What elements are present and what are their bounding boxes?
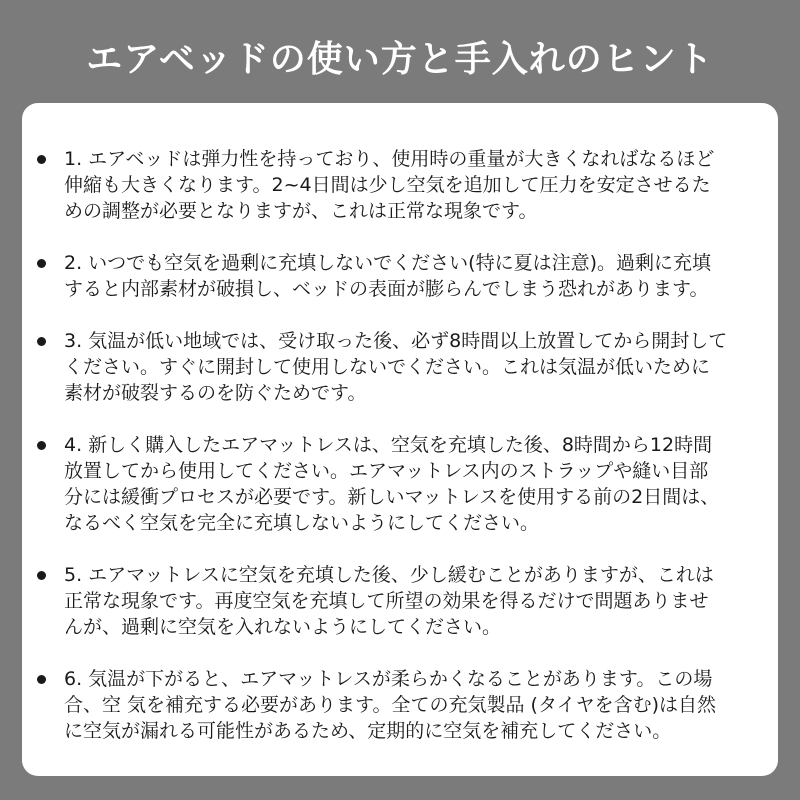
tip-item bbox=[22, 328, 778, 406]
tip-text-line: なるべく空気を完全に充填しないようにしてください。 bbox=[64, 512, 540, 534]
tip-text-line: 分には緩衝プロセスが必要です。新しいマットレスを使用する前の2日間は、 bbox=[64, 486, 720, 508]
tip-text-line: 正常な現象です。再度空気を充填して所望の効果を得るだけで問題ありませ bbox=[64, 590, 709, 612]
page-title: エアベッドの使い方と手入れのヒント bbox=[86, 39, 714, 80]
bullet-icon bbox=[37, 155, 46, 164]
bullet-icon bbox=[37, 675, 46, 684]
tip-text-line: 6. 気温が下がると、エアマットレスが柔らかくなることがあります。この場 bbox=[64, 668, 713, 690]
bullet-icon bbox=[37, 337, 46, 346]
tip-text-line: 放置してから使用してください。エアマットレス内のストラップや縫い目部 bbox=[64, 460, 709, 482]
tip-text-line: すると内部素材が破損し、ベッドの表面が膨らんでしまう恐れがあります。 bbox=[64, 278, 709, 300]
tip-text-line: に空気が漏れる可能性があるため、定期的に空気を補充してください。 bbox=[64, 720, 672, 742]
tip-text-line: んが、過剰に空気を入れないようにしてください。 bbox=[64, 616, 502, 638]
tip-text-line: 1. エアベッドは弾力性を持っており、使用時の重量が大きくなればなるほど bbox=[64, 148, 715, 170]
tip-text-line: ください。すぐに開封して使用しないでください。これは気温が低いために bbox=[64, 356, 711, 378]
tip-text-line: 合、空 気を補充する必要があります。全ての充気製品 (タイヤを含む)は自然 bbox=[64, 694, 717, 716]
tip-text-line: めの調整が必要となりますが、これは正常な現象です。 bbox=[64, 200, 538, 222]
tip-text-line: 2. いつでも空気を過剰に充填しないでください(特に夏は注意)。過剰に充填 bbox=[64, 252, 711, 274]
tips-card bbox=[22, 103, 778, 776]
tip-item bbox=[22, 666, 778, 744]
bullet-icon bbox=[37, 571, 46, 580]
tip-item bbox=[22, 146, 778, 224]
tip-item bbox=[22, 250, 778, 302]
tip-text-line: 3. 気温が低い地域では、受け取った後、必ず8時間以上放置してから開封して bbox=[64, 330, 728, 352]
tip-text-line: 5. エアマットレスに空気を充填した後、少し緩むことがありますが、これは bbox=[64, 564, 714, 586]
bullet-icon bbox=[37, 441, 46, 450]
tip-text-line: 4. 新しく購入したエアマットレスは、空気を充填した後、8時間から12時間 bbox=[64, 434, 713, 456]
tip-item bbox=[22, 432, 778, 536]
bullet-icon bbox=[37, 259, 46, 268]
tips-list bbox=[22, 146, 778, 770]
tip-text-line: 伸縮も大きくなります。2~4日間は少し空気を追加して圧力を安定させるた bbox=[64, 174, 711, 196]
tip-item bbox=[22, 562, 778, 640]
tip-text-line: 素材が破裂するのを防ぐためです。 bbox=[64, 382, 367, 404]
